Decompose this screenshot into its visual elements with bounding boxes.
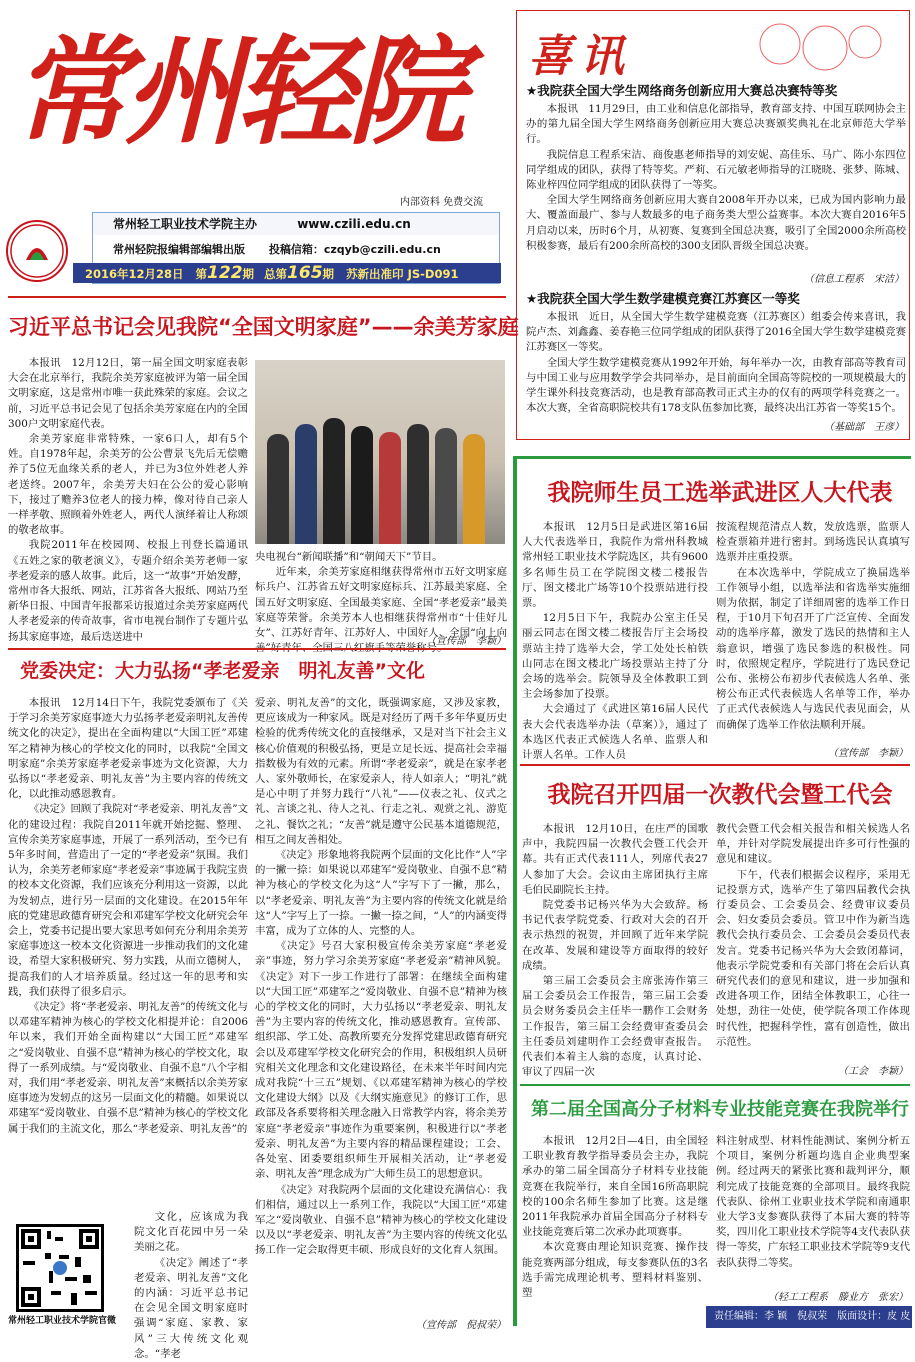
website-link[interactable]: www.czili.edu.cn [297, 217, 411, 231]
award-photo [255, 360, 505, 544]
article-3-headline: 我院师生员工选举武进区人大代表 [547, 480, 893, 506]
byline: （轻工工程系 滕业方 张宏） [768, 1292, 908, 1303]
sponsor-row [93, 213, 499, 235]
article-1-body [8, 356, 248, 643]
publisher-row [93, 239, 499, 261]
good-news-headline-2: ★我院获全国大学生数学建模竞赛江苏赛区一等奖 [526, 291, 800, 306]
person-figure [379, 432, 401, 544]
person-figure [351, 426, 373, 544]
paragraph: 12月5日下午，我院办公室主任吴丽云同志在图文楼二楼报告厅主会场投票站主持了选举大会，学工处处长柏铁山同志在图文楼北广场投票站主持了分会场的选举会。院领导及全体教职工到主会场参加了投票。 [522, 612, 708, 701]
paragraph: 近年来，余美芳家庭相继获得常州市五好文明家庭标兵户、江苏省五好文明家庭标兵、江苏最美家庭、全国五好文明家庭、全国最美家庭、全国“孝老爱亲”最美家庭等荣誉。余美芳本人也相继获得常州市“十佳好儿女”、江苏好青年、江苏好人、中国好人、全国“向上向 [255, 566, 507, 640]
issue-suffix: 期 [242, 267, 255, 281]
divider [8, 648, 506, 650]
byline: （信息工程系 宋洁） [804, 274, 904, 285]
paragraph: 《决定》阐述了“孝老爱亲、明礼友善”文化的内涵：习近平总书记在会见全国文明家庭时强调“家庭、家教、家风”三大传统文化观念。“孝老 [134, 1256, 248, 1360]
paragraph: 我院2011年在校园网、校报上刊登长篇通讯《五姓之家的敬老演义》，专题介绍余美芳老师一家孝老爱亲的感人故事。此后，这一“故事”开始发酵，常州市各大报纸、网站，江苏省各大报纸、网站乃至新华日报、中国青年报都采访报道过余美芳家庭两代人孝老爱亲的传奇故事，省市电视台制作了专题片弘扬其家庭事迹，最后迭送进中 [8, 539, 248, 643]
paragraph: 《决定》回顾了我院对“孝老爱亲、明礼友善”文化的建设过程：我院自2011年就开始挖掘、整理、宣传余美芳家庭事迹，开展了一系列活动，至今已有5年多时间，营造出了一定的“孝老爱亲”氛围。我们认为，余美芳老师家庭“孝老爱亲”事迹属于我院宝贵的校本文化资源，我们应该充分利用这一资源，以此为发轫点，进行另一层面的文化建设。在2015年年底的党建思政德育研究会和邓建军学校文化研究会年会上，党委书记提出要大家思考如何充分利用余美芳家庭事迹这一校本文化资源进一步推动我们的文化建设，希望大家积极研究、努力实践，从而立德树人，提高我们的人才培养质量。经过这一年的思考和实践，我们获得了很多启示。 [8, 803, 248, 998]
paragraph: 料注射成型、材料性能测试、案例分析五个项目，案例分析题均选自企业典型案例。经过两天的紧张比赛和裁判评分，顺利完成了技能竞赛的全部项目。最终我院代表队、徐州工业职业技术学院和南通职业大学3支参赛队获得了本届大赛的特等奖，四川化工职业技术学院等4支代表队获得一等奖，广东轻工职业技术学院等9支代表队获得二等奖。 [716, 1135, 910, 1269]
paragraph: 《决定》将“孝老爱亲、明礼友善”的传统文化与以邓建军精神为核心的学校文化相提并论：自2006年以来，我们开始全面构建以“大国工匠”邓建军之“爱岗敬业、自强不息”精神为核心的学校文化，取得了一系列成绩。与“爱岗敬业、自强不息”八个字相对，我们用“孝老爱亲、明礼友善”来概括以余美芳家庭事迹为发轫点的这另一层面文化的精髓。如果说以邓建军“爱岗敬业、自强不息”精神为核心的学校文化属于我们的主流文化，那么“孝老爱亲、明礼友善”的 [8, 1001, 248, 1135]
article-4-headline: 我院召开四届一次教代会暨工代会 [547, 782, 893, 808]
total-suffix: 期 [322, 267, 335, 281]
paragraph: 本次竞赛由理论知识竞赛、操作技能竞赛两部分组成，每支参赛队伍的3名选手需完成理论机考、塑料材料鉴别、塑 [522, 1241, 708, 1300]
good-news-headline-1: ★我院获全国大学生网络商务创新应用大赛总决赛特等奖 [526, 83, 838, 98]
editors-bar: 责任编辑：李 颖 倪叔荣 版面设计：皮 皮 [706, 1306, 912, 1328]
qr-code[interactable] [16, 1224, 104, 1312]
paragraph: 本报讯 12月14日下午，我院党委颁布了《关于学习余美芳家庭事迹大力弘扬孝老爱亲明礼友善传统文化的决定》，提出在全面构建以“大国工匠”邓建军之精神为核心的学校文化的同时，以我院“全国文明家庭”余美芳家庭孝老爱亲事迹为文化资源，大力弘扬以“孝老爱亲、明礼友善”为主要内容的传统文化，以此推动感恩教育。 [8, 697, 248, 801]
paragraph: 全国大学生网络商务创新应用大赛自2008年开办以来，已成为国内影响力最大、覆盖面最广、参与人数最多的电子商务类大型公益赛事。本次大赛自2016年5月启动以来，历时6个月，从初赛、复赛到全国总决赛，吸引了全国2000余所高校积极参赛，最后有200余所高校的300支团队晋级全国总决赛。 [526, 194, 906, 252]
sponsor-text: 常州轻工职业技术学院主办 [113, 217, 258, 231]
divider [520, 764, 910, 766]
paragraph: 本报讯 12月2日—4日，由全国轻工职业教育教学指导委员会主办，我院承办的第二届全国高分子材料专业技能竞赛在我院举行，来自全国16所高职院校的100余名师生参加了比赛。这是继2011年我院承办首届全国高分子材料专业技能竞赛后第二次承办此项赛事。 [522, 1135, 708, 1239]
paragraph: 文化，应该成为我院文化百花园中另一朵美丽之花。 [134, 1211, 248, 1254]
issue-number: 122 [207, 263, 243, 283]
byline: （工会 李颖） [838, 1066, 908, 1077]
permit-number: 苏新出准印 JS-D091 [346, 267, 459, 281]
byline: （宣传部 倪叔荣） [416, 1320, 506, 1331]
person-figure [323, 418, 345, 544]
issue-date: 2016年12月28日 [85, 267, 184, 281]
total-number: 165 [287, 263, 323, 283]
article-5-headline: 第二届全国高分子材料专业技能竞赛在我院举行 [531, 1099, 909, 1120]
byline: （宣传部 李颖） [426, 636, 506, 647]
paragraph: 第三届工会委员会主席张涛作第三届工会委员会工作报告，第三届工会委员会财务委员会主任毕一鹏作工会财务工作报告，第三届工会经费审查委员会主任委员刘建明作工会经费审查报告。代表们本着主人翁的态度，认真讨论、审议了四届一次 [522, 975, 708, 1079]
paragraph: 爱亲、明礼友善”的文化，既强调家庭，又涉及家教，更应该成为一种家风。既是对经历了两千多年华夏历史检验的优秀传统文化的直接继承，又是对当下社会主义核心价值观的积极弘扬，更是立足长远、提高社会幸福指数极为有效的元素。所谓“孝老爱亲”，就是在家孝老人、家外敬师长，在家爱亲人，待人如亲人；“明礼”就是心中明了并努力践行“八礼”——仪表之礼、仪式之礼、言谈之礼、待人之礼、行走之礼、观赏之礼、游览之礼、餐饮之礼；“友善”就是遵守公民基本道德规范，相互之间友善相处。 [255, 697, 507, 846]
column-divider [513, 456, 517, 1326]
divider [8, 296, 506, 298]
paragraph: 下午，代表们根据会议程序，采用无记投票方式，选举产生了第四届教代会执行委员会、工会委员会、经费审议委员会、妇女委员会委员。管卫中作为新当选教代会执行委员会、工会委员会委员代表发言。党委书记杨兴华为大会致闭幕词，他表示学院党委和有关部门将在会后认真研究代表们的意见和建议，进一步加强和改进各项工作，团结全体教职工，心往一处想，劲往一处使，使学院各项工作体现时代性，把握科学性，富有创造性，做出示范性。 [716, 868, 910, 1048]
masthead-title: 常州轻院 [12, 22, 461, 161]
good-news-body-1 [526, 102, 906, 252]
masthead-info [85, 212, 500, 284]
paragraph: 我院信息工程系宋洁、商俊惠老师指导的刘安妮、高佳乐、马广、陈小东四位同学组成的团队，获得了特等奖。严莉、石元敏老师指导的江晓晓、张梦、陈城、陈业梓四位同学组成的团队获得了一等奖。 [526, 148, 906, 192]
article-1-headline: 习近平总书记会见我院“全国文明家庭”——余美芳家庭 [8, 315, 519, 339]
lantern-decoration-icon [740, 14, 890, 76]
good-news-title: 喜讯 [528, 31, 632, 82]
article-5-body [522, 1134, 708, 1324]
byline: （宣传部 李颖） [828, 748, 908, 759]
article-3-body-right [716, 520, 910, 736]
paragraph: 本报讯 12月10日，在庄严的国歌声中，我院四届一次教代会暨工代会开幕。共有正式代表111人，列席代表27人参加了大会。会议由主席团执行主席毛伯民副院长主持。 [522, 823, 708, 896]
divider [520, 1084, 910, 1086]
paragraph: 大会通过了《武进区第16届人民代表大会代表选举办法（草案）》，通过了本选区代表正式候选人名单、监票人和计票人名单。工作人员 [522, 703, 708, 762]
paragraph: 《决定》号召大家积极宣传余美芳家庭“孝老爱亲”事迹，努力学习余美芳家庭“孝老爱亲”精神风貌。《决定》对下一步工作进行了部署：在继续全面构建以“大国工匠”邓建军之“爱岗敬业、自强不息”精神为核心的学校文化的同时，大力弘扬以“孝老爱亲、明礼友善”为主要内容的传统文化，推动感恩教育。宣传部、组织部、学工处、高教所要充分发挥党建思政德育研究会以及邓建军学校文化研究会的作用，积极组织人员研究相关文化理念和文化建设路径，在未来半年时间内完成对我院“十三五”规划、《以邓建军精神为核心的学校文化建设大纲》以及《大纲实施意见》的修订工作，思政部及各系要将相关理念融入日常教学内容，将余美芳家庭“孝老爱亲”事迹作为重要案例，积极进行以“孝老爱亲、明礼友善”为主要内容的精品课程建设；工会、各处室、团委要组织师生开展相关活动，让“孝老爱亲、明礼友善”理念成为广大师生员工的思想意识。 [255, 940, 507, 1181]
paragraph: 央电视台“新闻联播”和“朝闻天下”节目。 [255, 551, 443, 563]
paragraph: 《决定》对我院两个层面的文化建设充满信心：我们相信，通过以上一系列工作，我院以“大国工匠”邓建军之“爱岗敬业、自强不息”精神为核心的学校文化建设以及以“孝老爱亲、明礼友善”为主要内容的传统文化弘扬工作一定会取得更丰硕、形成良好的文化育人氛围。 [255, 1183, 507, 1257]
total-prefix: 总第 [264, 267, 288, 281]
publisher-text: 常州轻院报编辑部编辑出版 [113, 243, 245, 256]
person-figure [463, 434, 485, 544]
article-5-body-right [716, 1134, 910, 1284]
qr-caption: 常州轻工职业技术学院官微 [8, 1316, 117, 1326]
paragraph: 在本次选举中，学院成立了换届选举工作领导小组，以选举法和省选举实施细则为依据，制定了详细周密的选举工作日程，于10月下旬召开了广泛宣传、全面发动的选举序幕，激发了选民的热情和主人翁意识，增强了选民参选的积极性。同时，依照规定程序，学院进行了选民登记公布、张榜公布初步代表候选人名单、张榜公布正式代表候选人名单等工作，举办了正式代表候选人与选民代表见面会，从而确保了选举工作依法顺利开展。 [716, 566, 910, 731]
paragraph: 本报讯 11月29日，由工业和信息化部指导，教育部支持、中国互联网协会主办的第九届全国大学生网络商务创新应用大赛总决赛颁奖典礼在北京师范大学举行。 [526, 103, 906, 146]
article-1-body-cont [255, 550, 507, 640]
article-4-body [522, 822, 708, 1080]
issue-row [73, 263, 501, 283]
paragraph: 本报讯 12月5日是武进区第16届人大代表选举日，我院作为常州科教城常州轻工职业技术学院选区，共有9600多名师生员工在学院图文楼二楼报告厅、图文楼北广场等10个投票站进行投票。 [522, 521, 708, 610]
person-figure [267, 434, 289, 544]
masthead [12, 22, 502, 162]
paragraph: 余美芳家庭非常特殊，一家6口人，却有5个姓。自1978年起，余美芳的公公曹景飞先后无偿赡养了5位无血缘关系的老人，并已为3位外姓老人养老送终。2007年，余美芳夫妇在公公的爱心影响下，接过了赡养3位老人的接力棒，像对待自己亲人一样孝敬、照顾着外姓老人，两代人演绎着让人称颂的敬老故事。 [8, 433, 248, 537]
paragraph: 院党委书记杨兴华为大会致辞。杨书记代表学院党委、行政对大会的召开表示热烈的祝贺，并回顾了近年来学院在改革、发展和建设等方面取得的较好成绩。 [522, 899, 708, 972]
paragraph: 教代会暨工代会相关报告和相关候选人名单，并针对学院发展提出许多可行性强的意见和建议。 [716, 823, 910, 866]
issue-prefix: 第 [195, 267, 208, 281]
byline: （基础部 王彦） [824, 422, 904, 433]
school-logo [6, 220, 68, 282]
person-figure [407, 424, 429, 544]
paragraph: 按流程规范清点人数，发放选票，监票人检查票箱并进行密封。到场选民认真填写选票并庄重投票。 [716, 521, 910, 564]
article-3-body [522, 520, 708, 762]
person-figure [295, 424, 317, 544]
paragraph: 全国大学生数学建模竞赛从1992年开始，每年举办一次，由教育部高等教育司与中国工业与应用数学学会共同举办，是目前面向全国高等院校的一项规模最大的学生课外科技竞赛活动，也是教育部高教司正式主办的仅有的两项学科竞赛之一。本次大赛，全省高职院校共有178支队伍参加比赛，最终决出江苏省一等奖15个。 [526, 356, 906, 415]
divider [517, 456, 911, 459]
good-news-body-2 [526, 310, 906, 415]
article-4-body-right [716, 822, 910, 1056]
person-figure [435, 428, 457, 544]
paragraph: 《决定》形象地将我院两个层面的文化比作“人”字的一撇一捺：如果说以邓建军“爱岗敬业、自强不息”精神为核心的学校文化为这“人”字写下了一撇，那么，以“孝老爱亲、明礼友善”为主要内容的传统文化就是给这“人”字写上了一捺。一撇一捺之间，“人”的内涵变得丰富，成为了立体的人、完整的人。 [255, 849, 507, 938]
article-2-body [8, 696, 248, 1208]
article-2-body-right [255, 696, 507, 1314]
paragraph: 本报讯 近日，从全国大学生数学建模竞赛（江苏赛区）组委会传来喜讯，我院卢杰、刘鑫鑫、姜春艳三位同学组成的团队获得了2016全国大学生数学建模竞赛江苏赛区一等奖。 [526, 311, 906, 354]
top-note: 内部资料 免费交流 [400, 197, 484, 208]
paragraph: 本报讯 12月12日，第一届全国文明家庭表彰大会在北京举行，我院余美芳家庭被评为第一届全国文明家庭，这是常州市唯一获此殊荣的家庭。会议之前，习近平总书记会见了包括余美芳家庭在内的全国300户文明家庭代表。 [8, 357, 248, 430]
article-2-headline: 党委决定：大力弘扬“孝老爱亲 明礼友善”文化 [20, 660, 425, 682]
article-2-body-narrow [134, 1210, 248, 1360]
submission-email[interactable]: 投稿信箱：czqyb@czili.edu.cn [268, 243, 441, 256]
